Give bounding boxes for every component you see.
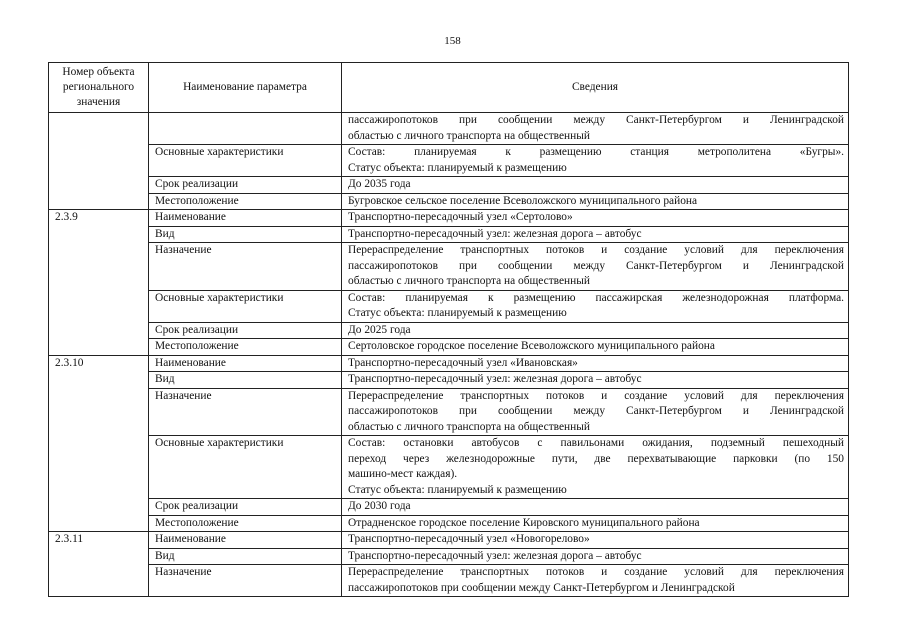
details-line: пассажиропотоков при сообщении между Санкт-Петербургом и Ленинградской	[348, 259, 844, 272]
table-row	[49, 388, 849, 436]
details-line: До 2030 года	[348, 500, 411, 512]
table-row	[49, 515, 849, 532]
details-line: областью с личного транспорта на общественный	[348, 129, 590, 142]
details-line: До 2025 года	[348, 323, 411, 336]
parameter-name-cell: Наименование	[149, 210, 342, 227]
details-cell	[342, 548, 849, 565]
details-cell	[342, 226, 849, 243]
parameter-name-cell: Срок реализации	[149, 322, 342, 339]
parameter-name-cell: Назначение	[149, 243, 342, 291]
parameter-name-cell: Вид	[149, 548, 342, 565]
parameter-name-cell: Наименование	[149, 355, 342, 372]
parameter-name-cell	[149, 113, 342, 145]
parameter-name-cell: Вид	[149, 372, 342, 389]
details-cell	[342, 388, 849, 436]
details-line: Транспортно-пересадочный узел «Сертолово»	[348, 211, 573, 223]
parameter-name-cell: Основные характеристики	[149, 290, 342, 322]
parameter-name-cell: Основные характеристики	[149, 145, 342, 177]
details-line: пассажиропотоков при сообщении между Санкт-Петербургом и Ленинградской	[348, 405, 844, 417]
details-line: Сертоловское городское поселение Всеволожского муниципального района	[348, 340, 715, 352]
table-row	[49, 565, 849, 597]
table-row	[49, 322, 849, 339]
details-line: пассажиропотоков при сообщении между Санкт-Петербургом и Ленинградской	[348, 581, 735, 594]
details-cell	[342, 499, 849, 516]
object-number-cell: 2.3.10	[49, 355, 149, 532]
details-line: Бугровское сельское поселение Всеволожского муниципального района	[348, 194, 698, 207]
table-row	[49, 145, 849, 177]
details-line: Статус объекта: планируемый к размещению	[348, 307, 567, 319]
details-line: Статус объекта: планируемый к размещению	[348, 483, 567, 496]
details-cell	[342, 532, 849, 549]
parameter-name-cell: Срок реализации	[149, 177, 342, 194]
header-object-number: Номер объекта регионального значения	[49, 63, 149, 113]
details-line: Перераспределение транспортных потоков и создание условий для переключения	[348, 389, 844, 402]
details-line: Перераспределение транспортных потоков и создание условий для переключения	[348, 244, 844, 256]
parameter-name-cell: Вид	[149, 226, 342, 243]
object-number-cell: 2.3.11	[49, 532, 149, 597]
table-row	[49, 548, 849, 565]
details-line: До 2035 года	[348, 178, 411, 190]
table-row	[49, 355, 849, 372]
page-number: 158	[444, 35, 461, 47]
details-line: областью с личного транспорта на общественный	[348, 275, 590, 287]
details-line: Транспортно-пересадочный узел: железная дорога – автобус	[348, 373, 642, 385]
details-cell	[342, 322, 849, 339]
details-line: Отрадненское городское поселение Кировского муниципального района	[348, 516, 700, 529]
details-line: Транспортно-пересадочный узел: железная дорога – автобус	[348, 549, 642, 562]
details-line: машино-мест каждая).	[348, 468, 458, 480]
table-row	[49, 177, 849, 194]
table-row	[49, 226, 849, 243]
table-row	[49, 193, 849, 210]
header-parameter-name: Наименование параметра	[149, 63, 342, 113]
parameter-name-cell: Назначение	[149, 565, 342, 597]
table-header-row	[49, 63, 849, 113]
parameter-name-cell: Местоположение	[149, 339, 342, 356]
parameter-name-cell: Местоположение	[149, 193, 342, 210]
details-cell	[342, 145, 849, 177]
details-line: Транспортно-пересадочный узел: железная дорога – автобус	[348, 227, 642, 240]
details-cell	[342, 113, 849, 145]
parameters-table	[48, 62, 849, 597]
table-row	[49, 210, 849, 227]
table-row	[49, 113, 849, 145]
details-line: Статус объекта: планируемый к размещению	[348, 161, 567, 174]
table-row	[49, 243, 849, 291]
table-row	[49, 436, 849, 499]
details-cell	[342, 565, 849, 597]
object-number-cell: 2.3.9	[49, 210, 149, 356]
details-cell	[342, 355, 849, 372]
table-row	[49, 339, 849, 356]
parameter-name-cell: Наименование	[149, 532, 342, 549]
details-cell	[342, 177, 849, 194]
details-cell	[342, 193, 849, 210]
table-row	[49, 290, 849, 322]
parameter-name-cell: Назначение	[149, 388, 342, 436]
header-details: Сведения	[342, 63, 849, 113]
details-cell	[342, 515, 849, 532]
parameter-name-cell: Основные характеристики	[149, 436, 342, 499]
details-cell	[342, 372, 849, 389]
details-line: переход через железнодорожные пути, две перехватывающие парковки (по 150	[348, 452, 844, 465]
table-row	[49, 499, 849, 516]
details-line: Состав: остановки автобусов с павильонами ожидания, подземный пешеходный	[348, 437, 844, 449]
table-row	[49, 532, 849, 549]
details-line: областью с личного транспорта на общественный	[348, 420, 590, 433]
details-line: Состав: планируемая к размещению пассажирская железнодорожная платформа.	[348, 291, 844, 304]
table-body	[49, 113, 849, 597]
parameter-name-cell: Срок реализации	[149, 499, 342, 516]
details-line: Транспортно-пересадочный узел «Новогорелово»	[348, 533, 590, 545]
table-row	[49, 372, 849, 389]
details-line: Транспортно-пересадочный узел «Ивановская»	[348, 356, 578, 369]
details-line: Состав: планируемая к размещению станция метрополитена «Бугры».	[348, 146, 844, 158]
details-line: пассажиропотоков при сообщении между Санкт-Петербургом и Ленинградской	[348, 114, 844, 126]
parameter-name-cell: Местоположение	[149, 515, 342, 532]
details-cell	[342, 210, 849, 227]
details-cell	[342, 339, 849, 356]
details-line: Перераспределение транспортных потоков и создание условий для переключения	[348, 566, 844, 578]
object-number-cell	[49, 113, 149, 210]
details-cell	[342, 436, 849, 499]
details-cell	[342, 290, 849, 322]
details-cell	[342, 243, 849, 291]
